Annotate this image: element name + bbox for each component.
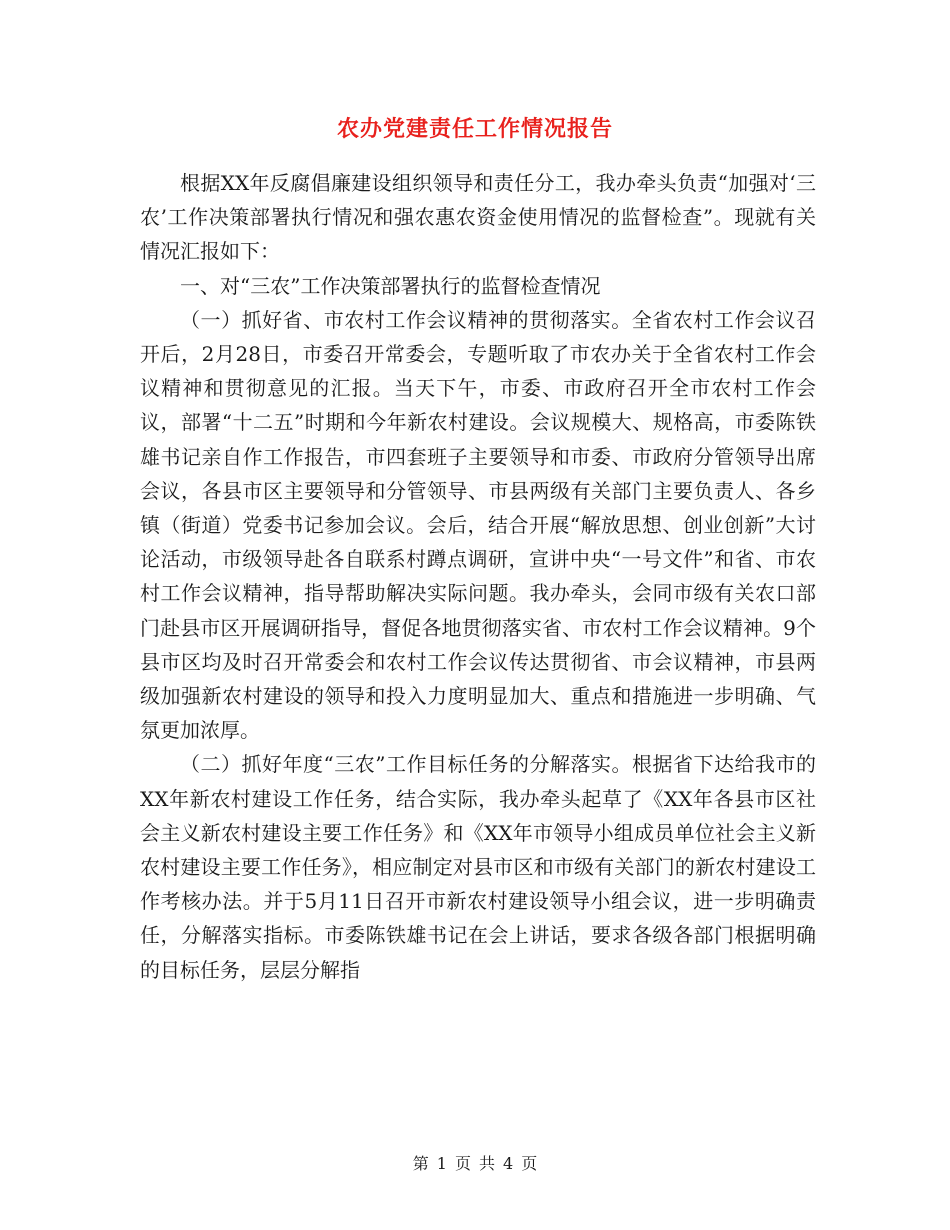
paragraph-subsection-1: （一）抓好省、市农村工作会议精神的贯彻落实。全省农村工作会议召开后，2月28日，市委召开常委会，专题听取了市农办关于全省农村工作会议精神和贯彻意见的汇报。当天下午，市委、市政府召开全市农村工作会议，部署“十二五”时期和今年新农村建设。会议规模大、规格高，市委陈铁雄书记亲自作工作报告，市四套班子主要领导和市委、市政府分管领导出席会议，各县市区主要领导和分管领导、市县两级有关部门主要负责人、各乡镇（街道）党委书记参加会议。会后，结合开展“解放思想、创业创新”大讨论活动，市级领导赴各自联系村蹲点调研，宣讲中央“一号文件”和省、市农村工作会议精神，指导帮助解决实际问题。我办牵头，会同市级有关农口部门赴县市区开展调研指导，督促各地贯彻落实省、市农村工作会议精神。9个县市区均及时召开常委会和农村工作会议传达贯彻省、市会议精神，市县两级加强新农村建设的领导和投入力度明显加大、重点和措施进一步明确、气氛更加浓厚。 <box>140 307 816 743</box>
footer-current-page: 1 <box>436 1154 447 1173</box>
footer-total-prefix: 共 <box>479 1154 496 1173</box>
footer-prefix: 第 <box>412 1154 429 1173</box>
paragraph-subsection-2: （二）抓好年度“三农”工作目标任务的分解落实。根据省下达给我市的XX年新农村建设工作任务，结合实际，我办牵头起草了《XX年各县市区社会主义新农村建设主要工作任务》和《XX年市领导小组成员单位社会主义新农村建设主要工作任务》，相应制定对县市区和市级有关部门的新农村建设工作考核办法。并于5月11日召开市新农村建设领导小组会议，进一步明确责任，分解落实指标。市委陈铁雄书记在会上讲话，要求各级各部门根据明确的目标任务，层层分解指 <box>140 752 816 982</box>
paragraph-intro: 根据XX年反腐倡廉建设组织领导和责任分工，我办牵头负责“加强对‘三农’工作决策部署执行情况和强农惠农资金使用情况的监督检查”。现就有关情况汇报如下： <box>140 171 816 264</box>
document-title: 农办党建责任工作情况报告 <box>336 116 613 142</box>
page-footer <box>0 1153 950 1175</box>
footer-total-pages: 4 <box>503 1154 514 1173</box>
paragraph-section-heading: 一、对“三农”工作决策部署执行的监督检查情况 <box>180 273 601 298</box>
footer-page-word: 页 <box>454 1154 471 1173</box>
document-body <box>140 166 816 987</box>
footer-suffix: 页 <box>521 1154 538 1173</box>
